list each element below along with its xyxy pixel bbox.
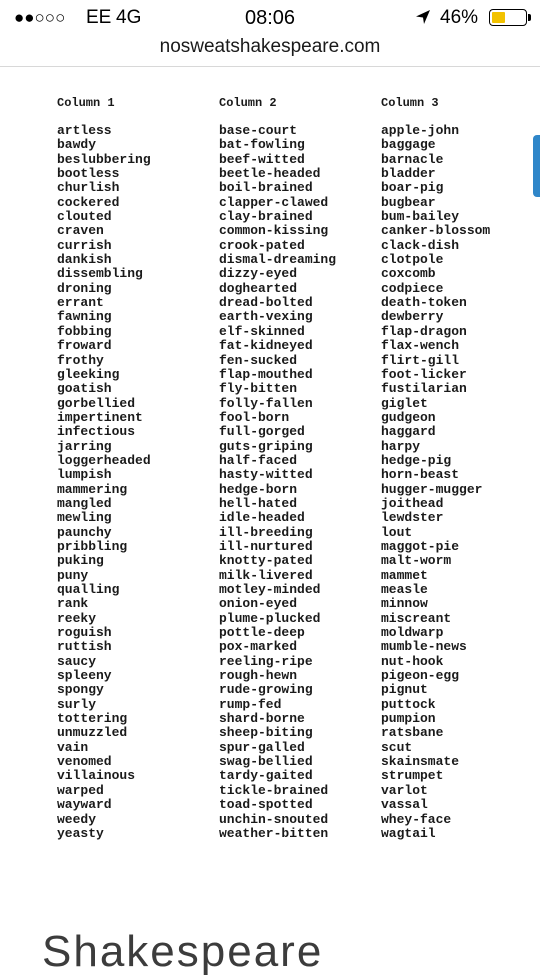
word-item: spongy: [57, 682, 104, 698]
word-item: folly-fallen: [219, 395, 313, 411]
word-item: flap-dragon: [381, 323, 467, 339]
word-item: elf-skinned: [219, 323, 305, 339]
word-item: skainsmate: [381, 754, 460, 770]
word-item: joithead: [381, 495, 444, 511]
battery-icon: [489, 9, 527, 26]
word-item: puttock: [381, 696, 436, 712]
word-item: tardy-gaited: [219, 768, 313, 784]
word-item: venomed: [57, 754, 112, 770]
word-item: fobbing: [57, 323, 112, 339]
word-item: horn-beast: [381, 467, 460, 483]
word-item: measle: [381, 582, 428, 597]
word-item: beetle-headed: [219, 166, 321, 182]
word-item: vain: [57, 739, 89, 755]
word-item: minnow: [381, 596, 428, 612]
word-item: fly-bitten: [219, 381, 298, 397]
word-item: gorbellied: [57, 395, 136, 411]
word-item: impertinent: [57, 409, 143, 425]
word-item: spleeny: [57, 668, 112, 684]
word-item: gudgeon: [381, 409, 436, 425]
word-item: death-token: [381, 295, 467, 311]
word-item: bum-bailey: [381, 209, 460, 225]
word-item: dissembling: [57, 266, 143, 282]
battery-nub: [528, 14, 531, 21]
battery-percent: 46%: [440, 7, 479, 28]
word-item: rude-growing: [219, 682, 313, 698]
word-item: boar-pig: [381, 180, 444, 196]
word-item: bugbear: [381, 194, 436, 210]
word-item: gleeking: [57, 366, 120, 382]
word-item: apple-john: [381, 123, 460, 138]
word-item: frothy: [57, 352, 104, 368]
word-item: codpiece: [381, 280, 444, 296]
insult-column-3: [381, 96, 490, 841]
word-item: roguish: [57, 625, 112, 641]
status-bar: [0, 0, 540, 36]
word-item: ill-nurtured: [219, 538, 313, 554]
scroll-handle[interactable]: [533, 135, 540, 197]
word-item: common-kissing: [219, 223, 329, 239]
word-list: [219, 124, 336, 841]
word-item: droning: [57, 280, 112, 296]
word-item: unmuzzled: [57, 725, 128, 741]
word-item: harpy: [381, 438, 421, 454]
battery-level-fill: [492, 12, 505, 23]
word-item: jarring: [57, 438, 112, 454]
word-item: foot-licker: [381, 366, 467, 382]
word-item: tottering: [57, 711, 128, 727]
word-item: clouted: [57, 209, 112, 225]
word-item: wayward: [57, 797, 112, 813]
clock: 08:06: [244, 7, 296, 29]
word-item: mumble-news: [381, 639, 467, 655]
word-item: swag-bellied: [219, 754, 313, 770]
word-item: motley-minded: [219, 582, 321, 597]
word-item: baggage: [381, 137, 436, 153]
word-item: ill-breeding: [219, 524, 313, 540]
location-arrow-icon: [415, 9, 431, 25]
word-item: hugger-mugger: [381, 481, 483, 497]
word-item: yeasty: [57, 825, 104, 841]
word-item: toad-spotted: [219, 797, 313, 813]
word-item: shard-borne: [219, 711, 305, 727]
word-item: boil-brained: [219, 180, 313, 196]
word-item: strumpet: [381, 768, 444, 784]
section-heading: Shakespeare: [42, 927, 324, 976]
word-item: dismal-dreaming: [219, 252, 337, 268]
word-item: idle-headed: [219, 510, 305, 526]
word-item: puking: [57, 553, 104, 569]
word-item: bootless: [57, 166, 120, 182]
word-item: craven: [57, 223, 104, 239]
word-item: half-faced: [219, 452, 298, 468]
word-item: bawdy: [57, 137, 97, 153]
word-item: surly: [57, 696, 97, 712]
word-item: qualling: [57, 582, 120, 597]
word-item: bladder: [381, 166, 436, 182]
word-item: mammering: [57, 481, 128, 497]
word-item: errant: [57, 295, 104, 311]
word-item: pribbling: [57, 538, 128, 554]
word-item: barnacle: [381, 151, 444, 167]
word-item: miscreant: [381, 610, 452, 626]
word-item: lumpish: [57, 467, 112, 483]
word-item: dankish: [57, 252, 112, 268]
word-item: rough-hewn: [219, 668, 298, 684]
word-item: onion-eyed: [219, 596, 298, 612]
column-header: Column 3: [381, 96, 439, 110]
word-item: flirt-gill: [381, 352, 460, 368]
word-item: currish: [57, 237, 112, 253]
column-header: Column 1: [57, 96, 115, 110]
word-item: fool-born: [219, 409, 290, 425]
word-item: flap-mouthed: [219, 366, 313, 382]
word-item: fawning: [57, 309, 112, 325]
word-item: villainous: [57, 768, 136, 784]
column-header: Column 2: [219, 96, 277, 110]
word-item: pottle-deep: [219, 625, 305, 641]
word-item: haggard: [381, 424, 436, 440]
word-item: reeky: [57, 610, 97, 626]
word-item: lout: [381, 524, 413, 540]
word-item: tickle-brained: [219, 782, 329, 798]
word-item: doghearted: [219, 280, 298, 296]
address-bar[interactable]: [0, 36, 540, 67]
word-item: flax-wench: [381, 338, 460, 354]
word-item: dread-bolted: [219, 295, 313, 311]
word-item: hedge-pig: [381, 452, 452, 468]
word-item: clotpole: [381, 252, 444, 268]
word-item: pumpion: [381, 711, 436, 727]
word-item: sheep-biting: [219, 725, 313, 741]
word-item: earth-vexing: [219, 309, 313, 325]
word-item: froward: [57, 338, 112, 354]
word-item: full-gorged: [219, 424, 305, 440]
word-list: [57, 124, 151, 841]
word-item: unchin-snouted: [219, 811, 329, 827]
word-item: weather-bitten: [219, 825, 329, 841]
word-item: bat-fowling: [219, 137, 305, 153]
insult-column-1: [57, 96, 151, 841]
word-item: varlot: [381, 782, 428, 798]
word-item: moldwarp: [381, 625, 444, 641]
word-item: milk-livered: [219, 567, 313, 583]
word-item: hasty-witted: [219, 467, 313, 483]
word-item: puny: [57, 567, 89, 583]
word-item: base-court: [219, 123, 298, 138]
word-item: clack-dish: [381, 237, 460, 253]
word-item: churlish: [57, 180, 120, 196]
word-item: scut: [381, 739, 413, 755]
word-item: saucy: [57, 653, 97, 669]
word-item: plume-plucked: [219, 610, 321, 626]
word-item: ruttish: [57, 639, 112, 655]
word-item: goatish: [57, 381, 112, 397]
word-item: fustilarian: [381, 381, 467, 397]
word-item: vassal: [381, 797, 428, 813]
word-item: hedge-born: [219, 481, 298, 497]
word-item: lewdster: [381, 510, 444, 526]
word-item: beslubbering: [57, 151, 151, 167]
word-item: whey-face: [381, 811, 452, 827]
word-item: pigeon-egg: [381, 668, 460, 684]
word-item: guts-griping: [219, 438, 313, 454]
word-item: hell-hated: [219, 495, 298, 511]
word-item: fen-sucked: [219, 352, 298, 368]
word-item: reeling-ripe: [219, 653, 313, 669]
word-item: mammet: [381, 567, 428, 583]
word-item: malt-worm: [381, 553, 452, 569]
word-item: loggerheaded: [57, 452, 151, 468]
word-item: spur-galled: [219, 739, 305, 755]
word-item: clay-brained: [219, 209, 313, 225]
word-item: dizzy-eyed: [219, 266, 298, 282]
word-item: warped: [57, 782, 104, 798]
word-list: [381, 124, 490, 841]
word-item: crook-pated: [219, 237, 305, 253]
word-item: pox-marked: [219, 639, 298, 655]
word-item: rank: [57, 596, 89, 612]
word-item: cockered: [57, 194, 120, 210]
word-item: mangled: [57, 495, 112, 511]
word-item: coxcomb: [381, 266, 436, 282]
word-item: rump-fed: [219, 696, 282, 712]
word-item: infectious: [57, 424, 136, 440]
word-item: dewberry: [381, 309, 444, 325]
word-item: artless: [57, 123, 112, 138]
word-item: pignut: [381, 682, 428, 698]
word-item: wagtail: [381, 825, 436, 841]
signal-strength-icon: ●●○○○: [14, 8, 66, 27]
word-item: canker-blossom: [381, 223, 491, 239]
word-item: ratsbane: [381, 725, 444, 741]
word-item: maggot-pie: [381, 538, 460, 554]
word-item: mewling: [57, 510, 112, 526]
url-text[interactable]: nosweatshakespeare.com: [159, 36, 381, 57]
word-item: giglet: [381, 395, 428, 411]
word-item: paunchy: [57, 524, 112, 540]
word-item: weedy: [57, 811, 97, 827]
word-item: knotty-pated: [219, 553, 313, 569]
network-type: 4G: [116, 7, 142, 28]
word-item: beef-witted: [219, 151, 305, 167]
word-item: clapper-clawed: [219, 194, 329, 210]
insult-column-2: [219, 96, 336, 841]
word-item: nut-hook: [381, 653, 444, 669]
word-item: fat-kidneyed: [219, 338, 313, 354]
carrier-name: EE: [86, 7, 112, 28]
